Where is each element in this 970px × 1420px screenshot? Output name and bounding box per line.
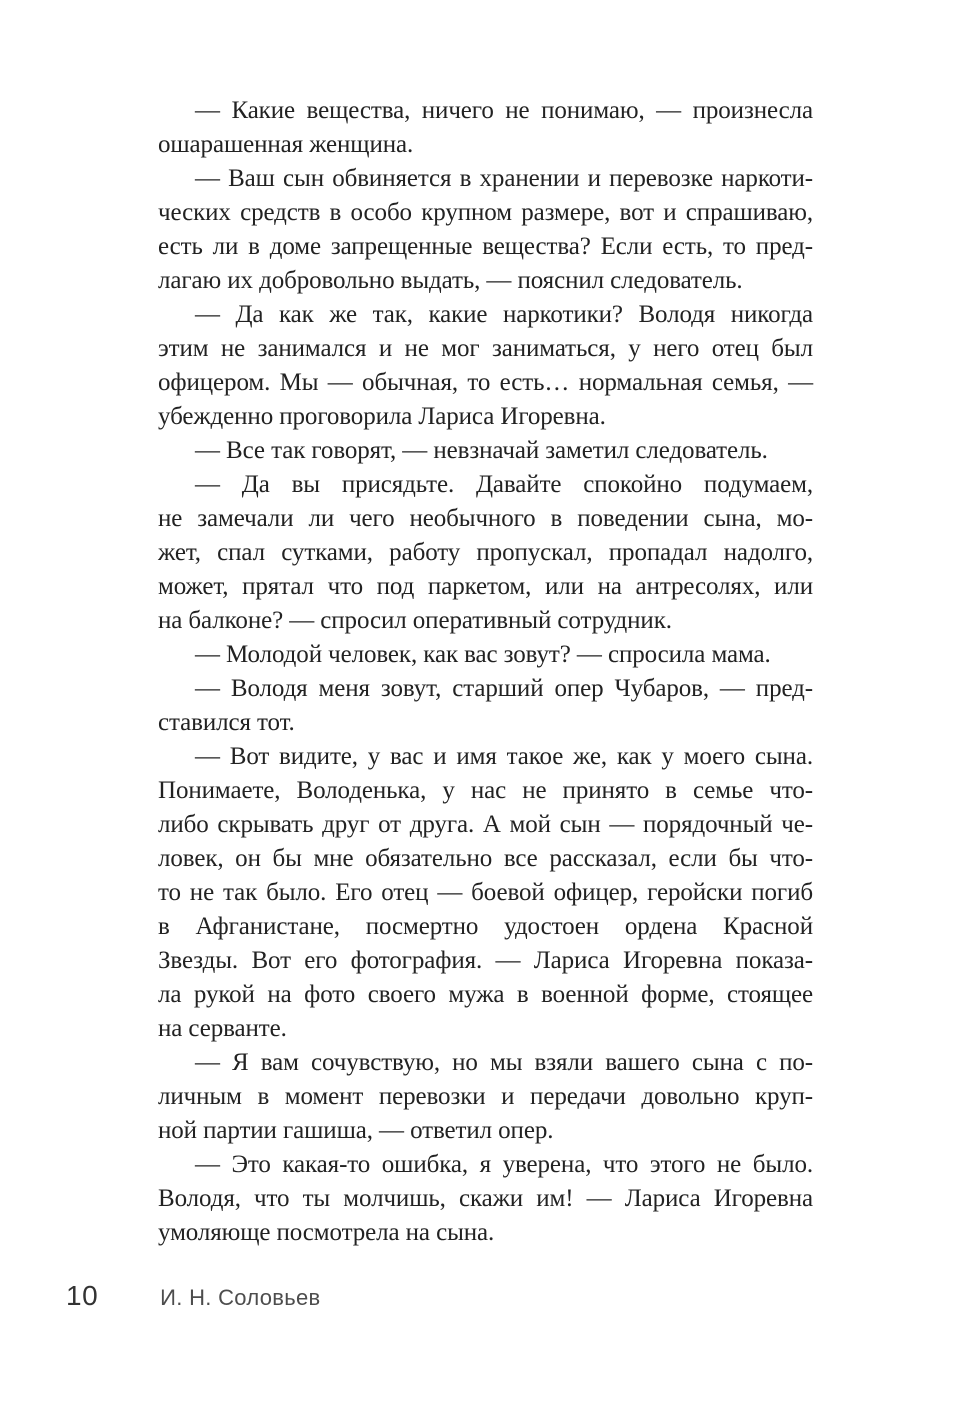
text-line: Володя, что ты молчишь, скажи им! — Лариса Игоревна bbox=[158, 1185, 813, 1212]
text-line: — Это какая-то ошибка, я уверена, что этого не было. bbox=[195, 1151, 813, 1178]
text-line: ной партии гашиша, — ответил опер. bbox=[158, 1117, 554, 1144]
text-line: личным в момент перевозки и передачи довольно круп- bbox=[158, 1083, 813, 1110]
text-line: лагаю их добровольно выдать, — пояснил следователь. bbox=[158, 267, 743, 294]
text-line: не замечали ли чего необычного в поведении сына, мо- bbox=[158, 505, 813, 532]
text-line: ставился тот. bbox=[158, 709, 295, 736]
text-line: ла рукой на фото своего мужа в военной форме, стоящее bbox=[158, 981, 813, 1008]
running-footer-author: И. Н. Соловьев bbox=[160, 1285, 321, 1310]
text-line: ческих средств в особо крупном размере, вот и спрашиваю, bbox=[158, 199, 813, 226]
page-text-block bbox=[158, 94, 813, 1250]
text-line: убежденно проговорила Лариса Игоревна. bbox=[158, 403, 606, 430]
text-line: ловек, он бы мне обязательно все рассказал, если бы что- bbox=[158, 845, 813, 872]
text-line: ошарашенная женщина. bbox=[158, 131, 414, 158]
text-line: — Все так говорят, — невзначай заметил следователь. bbox=[195, 437, 768, 464]
text-line: — Какие вещества, ничего не понимаю, — произнесла bbox=[195, 97, 813, 124]
page-number: 10 bbox=[66, 1280, 99, 1311]
text-line: — Я вам сочувствую, но мы взяли вашего сына с по- bbox=[195, 1049, 813, 1076]
text-line: на серванте. bbox=[158, 1015, 287, 1042]
text-line: — Да как же так, какие наркотики? Володя никогда bbox=[195, 301, 813, 328]
text-line: может, прятал что под паркетом, или на антресолях, или bbox=[158, 573, 813, 600]
text-line: — Молодой человек, как вас зовут? — спросила мама. bbox=[195, 641, 771, 668]
text-line: Звезды. Вот его фотография. — Лариса Игоревна показа- bbox=[158, 947, 813, 974]
text-line: умоляюще посмотрела на сына. bbox=[158, 1219, 495, 1246]
text-line: то не так было. Его отец — боевой офицер, геройски погиб bbox=[158, 879, 813, 906]
text-line: Понимаете, Володенька, у нас не принято в семье что- bbox=[158, 777, 813, 804]
text-line: офицером. Мы — обычная, то есть… нормальная семья, — bbox=[158, 369, 813, 396]
text-line: — Володя меня зовут, старший опер Чубаров, — пред- bbox=[195, 675, 813, 702]
text-line: в Афганистане, посмертно удостоен ордена Красной bbox=[158, 913, 813, 940]
text-line: жет, спал сутками, работу пропускал, пропадал надолго, bbox=[158, 539, 813, 566]
text-line: — Вот видите, у вас и имя такое же, как у моего сына. bbox=[195, 743, 813, 770]
text-line: на балконе? — спросил оперативный сотрудник. bbox=[158, 607, 672, 634]
text-line: либо скрывать друг от друга. А мой сын — порядочный че- bbox=[158, 811, 813, 838]
text-line: — Ваш сын обвиняется в хранении и перевозке наркоти- bbox=[195, 165, 813, 192]
text-line: этим не занимался и не мог заниматься, у него отец был bbox=[158, 335, 813, 362]
page-footer bbox=[66, 1280, 321, 1312]
text-line: есть ли в доме запрещенные вещества? Если есть, то пред- bbox=[158, 233, 813, 260]
text-line: — Да вы присядьте. Давайте спокойно подумаем, bbox=[195, 471, 813, 498]
